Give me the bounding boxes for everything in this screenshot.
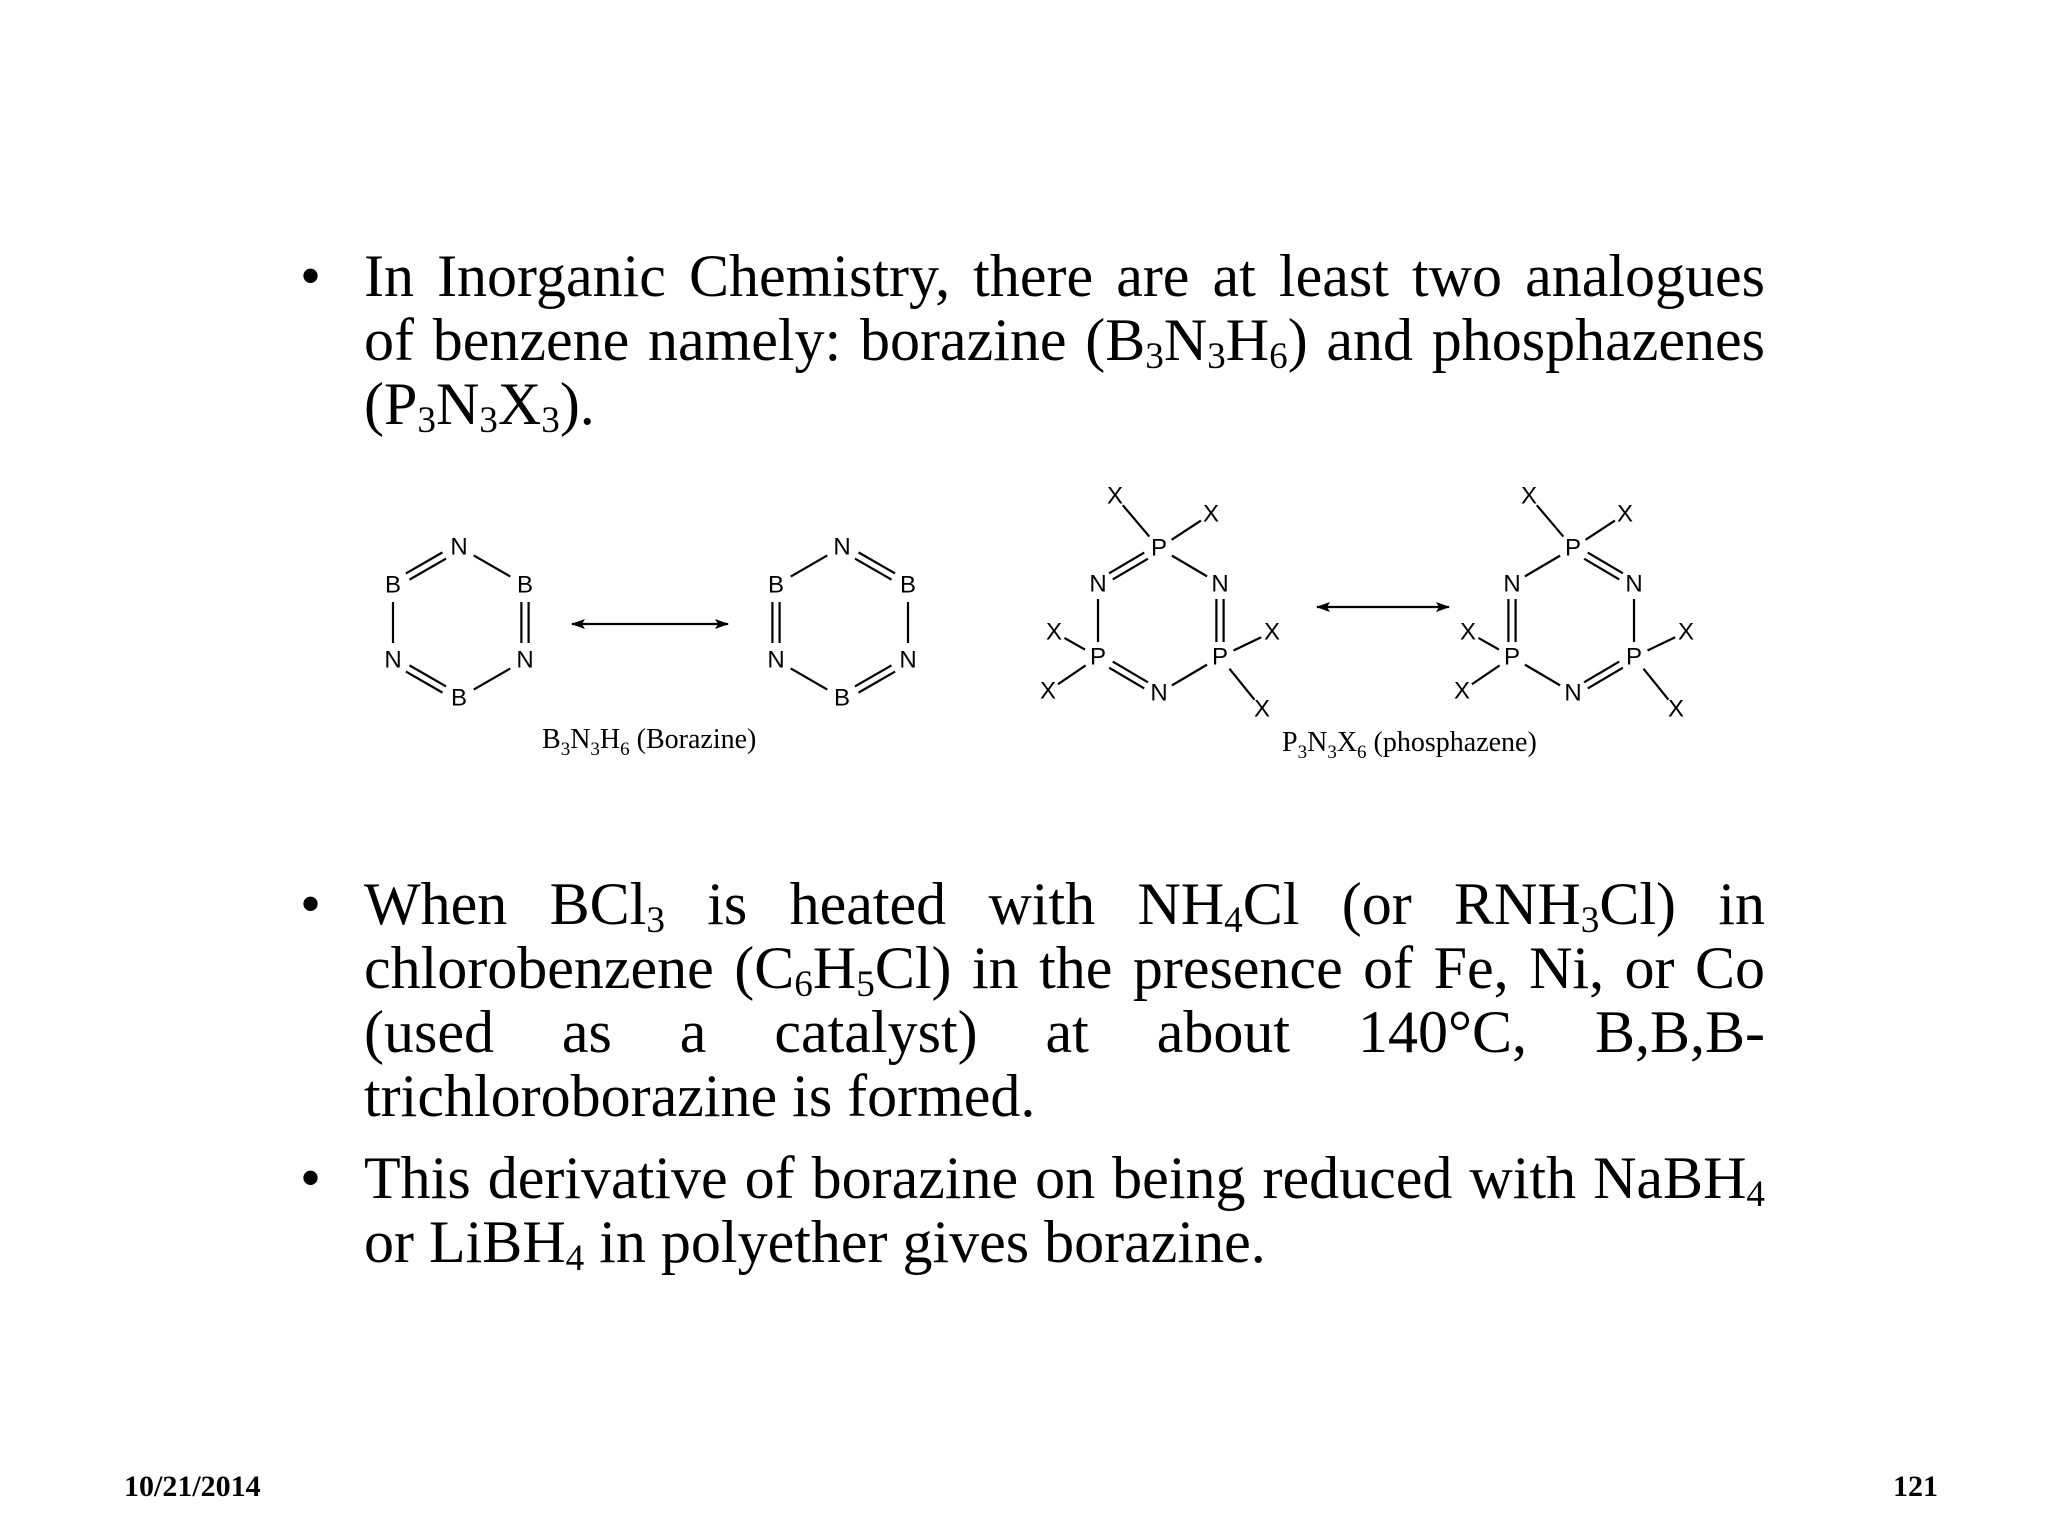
borazine-left-atom: B [516,571,534,599]
phosphazene-right-substituent: X [1453,677,1471,705]
borazine-left-atom: N [516,646,534,674]
bullet-marker: • [300,871,322,937]
subscript: 6 [1269,336,1288,378]
borazine-right-atom: N [833,533,851,561]
phosphazene-right-substituent: X [1520,482,1538,510]
single-bond [791,555,828,576]
phosphazene-right-atom: P [1503,643,1521,671]
subscript: 3 [1327,742,1337,763]
substituent-bond [1648,637,1676,650]
subscript: 6 [794,964,813,1006]
single-bond [1525,556,1560,577]
text-run: N [570,724,591,755]
subscript: 3 [479,400,498,442]
resonance-arrows [572,607,1449,624]
substituent-bond [1537,505,1564,536]
phosphazene-left-atom: P [1150,534,1168,562]
phosphazene-left-atom: P [1211,643,1229,671]
borazine-left-atom: B [450,684,468,712]
substituent-bond [1172,521,1201,540]
subscript: 4 [565,1238,585,1280]
subscript: 3 [646,900,665,942]
borazine-right-atom: N [767,646,785,674]
footer-page-number: 121 [1893,1470,1938,1503]
subscript: 6 [620,739,630,760]
substituent-bond [1643,669,1668,700]
bullet-trichloroborazine-synthesis [300,872,1765,1128]
bullet-text: When BCl$_3$ is heated with $NH_4Cl$ (or $RNH_3Cl$) in chlorobenzene $(C_6H_5Cl)$ in the presence of Fe, Ni, or Co (used as a catalyst) at about 140°C, B,B,B-trichloroborazine is formed. [364,871,1765,1129]
phosphazene-left-substituent: X [1202,500,1220,528]
text-run: H [599,724,621,755]
borazine-right-atom: B [899,571,917,599]
text-run: X [1336,727,1358,758]
phosphazene-left-substituent: X [1106,482,1124,510]
substituent-bond [1586,521,1615,540]
phosphazene-right-atom: N [1564,679,1582,707]
phosphazene-caption [1282,727,1537,763]
bullet-borazine-reduction [300,1145,1765,1280]
bond-lines [393,505,1675,700]
phosphazene-left-substituent: X [1039,677,1057,705]
phosphazene-right-substituent: X [1459,618,1477,646]
phosphazene-left-atom: N [1150,679,1168,707]
phosphazene-right-atom: P [1625,643,1643,671]
borazine-caption [542,724,756,760]
text-run: (Borazine) [629,724,757,755]
single-bond [1172,556,1207,577]
phosphazene-right-substituent: X [1677,618,1695,646]
phosphazene-right-atom: N [1503,570,1521,598]
borazine-right-atom: B [833,684,851,712]
single-bond [1172,665,1207,686]
phosphazene-right-substituent: X [1667,695,1685,723]
subscript: 3 [1145,336,1164,378]
borazine-right-atom: N [899,646,917,674]
bullet-text: In Inorganic Chemistry, there are at least two analogues of benzene namely: borazine $(B_3N_3H_6)$ and phosphazenes $(P_3N_3X_3)$. [364,243,1765,442]
subscript: 3 [1207,336,1226,378]
text-run: (phosphazene) [1366,727,1537,758]
substituent-bond [1234,637,1262,650]
substituent-bond [1478,638,1499,650]
single-bond [1525,665,1560,686]
phosphazene-left-substituent: X [1263,618,1281,646]
subscript: 3 [560,739,571,760]
text-run: B [542,724,561,755]
subscript: 3 [1580,900,1600,942]
bullet-marker: • [300,243,322,309]
subscript: 3 [541,400,560,442]
single-bond [474,668,511,689]
footer-date: 10/21/2014 [124,1470,261,1503]
subscript: 5 [856,964,875,1006]
text-run: P [1282,727,1298,758]
single-bond [791,668,828,689]
phosphazene-right-atom: P [1564,534,1582,562]
subscript: 3 [1297,742,1308,763]
phosphazene-left-atom: N [1211,570,1229,598]
bullet-marker: • [300,1145,322,1211]
single-bond [474,555,511,576]
borazine-right-atom: B [767,571,785,599]
phosphazene-right-substituent: X [1616,500,1634,528]
phosphazene-right-atom: N [1625,570,1643,598]
substituent-bond [1123,505,1150,536]
subscript: 3 [417,400,436,442]
phosphazene-left-atom: N [1089,570,1107,598]
phosphazene-left-substituent: X [1045,618,1063,646]
substituent-bond [1058,665,1086,684]
phosphazene-left-substituent: X [1253,695,1271,723]
subscript: 4 [1224,900,1243,942]
atom-labels [384,483,1694,723]
bullet-text: This derivative of borazine on being reduced with NaBH$_4$ or LiBH$_4$ in polyether gives borazine. [364,1145,1765,1280]
substituent-bond [1472,665,1500,684]
borazine-left-atom: N [450,533,468,561]
subscript: 4 [1746,1174,1765,1216]
text-run: N [1307,727,1328,758]
substituent-bond [1229,669,1254,700]
substituent-bond [1064,638,1085,650]
phosphazene-left-atom: P [1089,643,1107,671]
subscript: 6 [1357,742,1367,763]
borazine-left-atom: N [384,646,402,674]
subscript: 3 [590,739,600,760]
borazine-left-atom: B [384,571,402,599]
